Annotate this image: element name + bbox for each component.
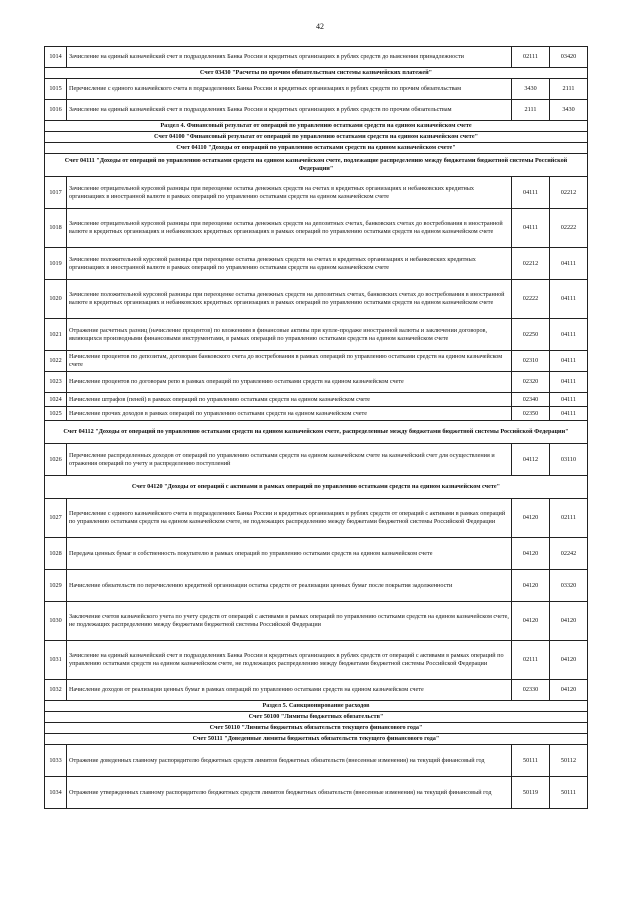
debit-account-code: 02350	[512, 407, 550, 421]
section-heading: Счет 50100 "Лимиты бюджетных обязательств"	[45, 712, 588, 723]
debit-account-code: 02111	[512, 47, 550, 68]
row-number: 1030	[45, 602, 67, 641]
debit-account-code: 04112	[512, 444, 550, 476]
row-number: 1028	[45, 538, 67, 570]
row-number: 1014	[45, 47, 67, 68]
table-row	[45, 248, 588, 280]
operation-description: Зачисление на единый казначейский счет в подразделениях Банка России и кредитных организациях в рублях средств от операций с активами в рамках операций по управлению остатками средств на едином казначейском счете, не подлежащих распределению между бюджетами бюджетной системы Российской Федерации	[67, 641, 512, 680]
credit-account-code: 2111	[550, 79, 588, 100]
debit-account-code: 04120	[512, 602, 550, 641]
table-row	[45, 372, 588, 393]
section-heading-row	[45, 734, 588, 745]
section-heading-row	[45, 154, 588, 177]
row-number: 1021	[45, 319, 67, 351]
section-heading-row	[45, 143, 588, 154]
operation-description: Зачисление положительной курсовой разницы при переоценке остатка денежных средств на счетах в кредитных организациях и небанковских кредитных организациях в иностранной валюте в рамках операций по управлению остатками средств на едином казначейском счете	[67, 248, 512, 280]
operation-description: Отражение утвержденных главному распорядителю бюджетных средств лимитов бюджетных обязательств (внесенные изменения) на текущий финансовый год	[67, 777, 512, 809]
section-heading: Раздел 5. Санкционирование расходов	[45, 701, 588, 712]
section-heading: Счет 04120 "Доходы от операций с активами в рамках операций по управлению остатками средств на едином казначейском счете"	[45, 476, 588, 499]
table-row	[45, 79, 588, 100]
table-row	[45, 100, 588, 121]
table-row	[45, 393, 588, 407]
operation-description: Заключение счетов казначейского учета по учету средств от операций с активами в рамках операций по управлению остатками средств на едином казначейском счете, не подлежащих распределению между бюджетами бюджетной системы Российской Федерации	[67, 602, 512, 641]
row-number: 1025	[45, 407, 67, 421]
row-number: 1024	[45, 393, 67, 407]
table-row	[45, 538, 588, 570]
section-heading-row	[45, 712, 588, 723]
section-heading-row	[45, 476, 588, 499]
row-number: 1034	[45, 777, 67, 809]
section-heading-row	[45, 68, 588, 79]
operation-description: Перечисление с единого казначейского счета в подразделениях Банка России и кредитных организациях в рублях средств от операций с активами в рамках операций по управлению остатками средств на едином казначейском счете, не подлежащих распределению между бюджетами бюджетной системы Российской Федерации	[67, 499, 512, 538]
section-heading: Раздел 4. Финансовый результат от операций по управлению остатками средств на едином казначейском счете	[45, 121, 588, 132]
table-row	[45, 444, 588, 476]
credit-account-code: 04111	[550, 407, 588, 421]
table-row	[45, 351, 588, 372]
table-row	[45, 47, 588, 68]
section-heading: Счет 03430 "Расчеты по прочим обязательствам системы казначейских платежей"	[45, 68, 588, 79]
row-number: 1031	[45, 641, 67, 680]
credit-account-code: 02242	[550, 538, 588, 570]
section-heading-row	[45, 132, 588, 143]
credit-account-code: 50112	[550, 745, 588, 777]
operation-description: Начисление штрафов (пеней) в рамках операций по управлению остатками средств на едином казначейском счете	[67, 393, 512, 407]
debit-account-code: 3430	[512, 79, 550, 100]
operation-description: Отражение доведенных главному распорядителю бюджетных средств лимитов бюджетных обязательств (внесенные изменения) на текущий финансовый год	[67, 745, 512, 777]
debit-account-code: 02310	[512, 351, 550, 372]
credit-account-code: 02111	[550, 499, 588, 538]
debit-account-code: 02250	[512, 319, 550, 351]
row-number: 1018	[45, 209, 67, 248]
debit-account-code: 50119	[512, 777, 550, 809]
debit-account-code: 04120	[512, 538, 550, 570]
credit-account-code: 02222	[550, 209, 588, 248]
operation-description: Зачисление отрицательной курсовой разницы при переоценке остатка денежных средств на депозитных счетах, банковских счетах до востребования в иностранной валюте в кредитных организациях и небанковских кредитных организациях в рамках операций по управлению остатками средств на едином казначейском счете	[67, 209, 512, 248]
row-number: 1029	[45, 570, 67, 602]
row-number: 1026	[45, 444, 67, 476]
section-heading: Счет 50110 "Лимиты бюджетных обязательств текущего финансового года"	[45, 723, 588, 734]
table-row	[45, 641, 588, 680]
row-number: 1027	[45, 499, 67, 538]
debit-account-code: 2111	[512, 100, 550, 121]
credit-account-code: 04120	[550, 680, 588, 701]
row-number: 1020	[45, 280, 67, 319]
section-heading: Счет 50111 "Доведенные лимиты бюджетных обязательств текущего финансового года"	[45, 734, 588, 745]
debit-account-code: 50111	[512, 745, 550, 777]
operation-description: Передача ценных бумаг в собственность покупателю в рамках операций по управлению остатками средств на едином казначейском счете	[67, 538, 512, 570]
operation-description: Начисление прочих доходов в рамках операций по управлению остатками средств на едином казначейском счете	[67, 407, 512, 421]
table-row	[45, 280, 588, 319]
page-number: 42	[316, 22, 324, 31]
section-heading: Счет 04100 "Финансовый результат от операций по управлению остатками средств на едином казначейском счете"	[45, 132, 588, 143]
operation-description: Начисление процентов по депозитам, договорам банковского счета до востребования в рамках операций по управлению остатками средств на едином казначейском счете	[67, 351, 512, 372]
debit-account-code: 04111	[512, 177, 550, 209]
row-number: 1023	[45, 372, 67, 393]
credit-account-code: 04120	[550, 602, 588, 641]
debit-account-code: 02320	[512, 372, 550, 393]
section-heading-row	[45, 421, 588, 444]
operation-description: Начисление обязательств по перечислению кредитной организации остатка средств от реализации ценных бумаг после покрытия задолженности	[67, 570, 512, 602]
table-row	[45, 570, 588, 602]
operation-description: Зачисление на единый казначейский счет в подразделениях Банка России и кредитных организациях в рублях средств по прочим обязательствам	[67, 100, 512, 121]
table-row	[45, 499, 588, 538]
table-row	[45, 209, 588, 248]
row-number: 1017	[45, 177, 67, 209]
row-number: 1022	[45, 351, 67, 372]
section-heading-row	[45, 723, 588, 734]
operation-description: Зачисление на единый казначейский счет в подразделениях Банка России и кредитных организациях в рублях средств до выяснения принадлежности	[67, 47, 512, 68]
credit-account-code: 04111	[550, 280, 588, 319]
credit-account-code: 50111	[550, 777, 588, 809]
credit-account-code: 04111	[550, 372, 588, 393]
section-heading: Счет 04111 "Доходы от операций по управлению остатками средств на едином казначейском счете, подлежащие распределению между бюджетами бюджетной системы Российской Федерации"	[45, 154, 588, 177]
row-number: 1016	[45, 100, 67, 121]
credit-account-code: 04111	[550, 351, 588, 372]
operation-description: Начисление доходов от реализации ценных бумаг в рамках операций по управлению остатками средств на едином казначейском счете	[67, 680, 512, 701]
debit-account-code: 02330	[512, 680, 550, 701]
credit-account-code: 04111	[550, 393, 588, 407]
debit-account-code: 04120	[512, 570, 550, 602]
table-row	[45, 777, 588, 809]
section-heading-row	[45, 701, 588, 712]
table-row	[45, 602, 588, 641]
debit-account-code: 02222	[512, 280, 550, 319]
debit-account-code: 02111	[512, 641, 550, 680]
row-number: 1033	[45, 745, 67, 777]
credit-account-code: 04111	[550, 248, 588, 280]
credit-account-code: 03420	[550, 47, 588, 68]
credit-account-code: 3430	[550, 100, 588, 121]
credit-account-code: 03110	[550, 444, 588, 476]
debit-account-code: 02212	[512, 248, 550, 280]
operation-description: Зачисление отрицательной курсовой разницы при переоценке остатка денежных средств на счетах в кредитных организациях и небанковских кредитных организациях в иностранной валюте в рамках операций по управлению остатками средств на едином казначейском счете	[67, 177, 512, 209]
operation-description: Зачисление положительной курсовой разницы при переоценке остатка денежных средств на депозитных счетах, банковских счетах до востребования в иностранной валюте в кредитных организациях и небанковских кредитных организациях в рамках операций по управлению остатками средств на едином казначейском счете	[67, 280, 512, 319]
section-heading-row	[45, 121, 588, 132]
credit-account-code: 03320	[550, 570, 588, 602]
section-heading: Счет 04110 "Доходы от операций по управлению остатками средств на едином казначейском счете"	[45, 143, 588, 154]
debit-account-code: 02340	[512, 393, 550, 407]
operation-description: Начисление процентов по договорам репо в рамках операций по управлению остатками средств на едином казначейском счете	[67, 372, 512, 393]
row-number: 1019	[45, 248, 67, 280]
table-row	[45, 319, 588, 351]
operation-description: Отражение расчетных разниц (начисление процентов) по вложениям в финансовые активы при купле-продаже иностранной валюты и заключении договоров, являющихся производными финансовыми инструментами, в рамках операций по управлению остатками средств на едином казначейском счете	[67, 319, 512, 351]
table-row	[45, 177, 588, 209]
credit-account-code: 04111	[550, 319, 588, 351]
table-row	[45, 745, 588, 777]
operation-description: Перечисление с единого казначейского счета в подразделениях Банка России и кредитных организациях в рублях средств по прочим обязательствам	[67, 79, 512, 100]
row-number: 1015	[45, 79, 67, 100]
debit-account-code: 04111	[512, 209, 550, 248]
table-row	[45, 407, 588, 421]
table-row	[45, 680, 588, 701]
operation-description: Перечисление распределенных доходов от операций по управлению остатками средств на едином казначейском счете на казначейский счет для осуществления и отражения операций по учету и распределению поступлений	[67, 444, 512, 476]
debit-account-code: 04120	[512, 499, 550, 538]
credit-account-code: 04120	[550, 641, 588, 680]
credit-account-code: 02212	[550, 177, 588, 209]
section-heading: Счет 04112 "Доходы от операций по управлению остатками средств на едином казначейском счете, распределенные между бюджетами бюджетной системы Российской Федерации"	[45, 421, 588, 444]
accounting-entries-table	[44, 46, 588, 809]
row-number: 1032	[45, 680, 67, 701]
